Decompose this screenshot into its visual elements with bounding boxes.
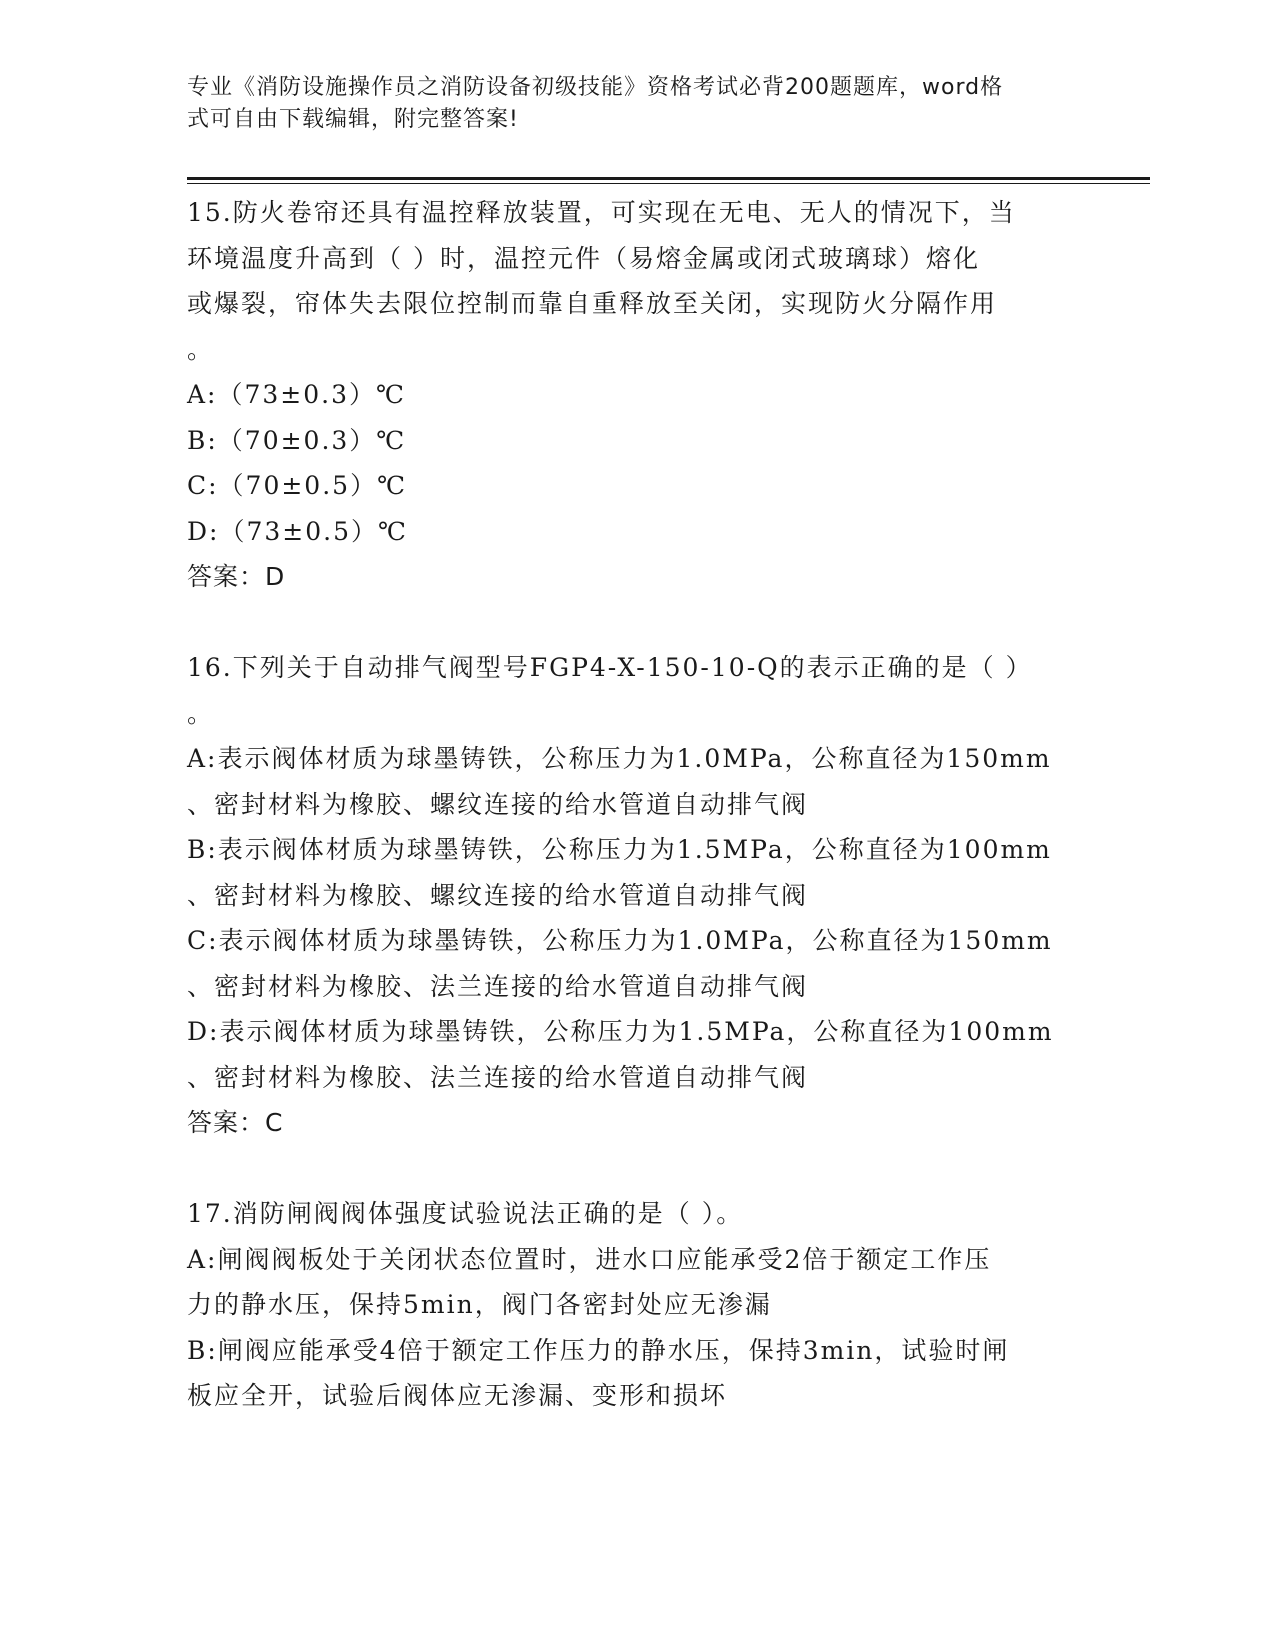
question-spacer bbox=[187, 1146, 1087, 1192]
question-17-option-b-line-2: 板应全开，试验后阀体应无渗漏、变形和损坏 bbox=[187, 1381, 728, 1410]
question-15-text-line-2: 环境温度升高到（ ）时，温控元件（易熔金属或闭式玻璃球）熔化 bbox=[187, 243, 980, 273]
question-16-text-line-2: 。 bbox=[187, 698, 215, 728]
question-16-option-b-line-1: B:表示阀体材质为球墨铸铁，公称压力为1.5MPa，公称直径为100mm bbox=[187, 835, 1052, 864]
header-divider-thin bbox=[187, 183, 1150, 184]
question-15-text-line-4: 。 bbox=[187, 334, 215, 364]
question-16-option-c-line-2: 、密封材料为橡胶、法兰连接的给水管道自动排气阀 bbox=[187, 971, 809, 1001]
question-16-answer: 答案：C bbox=[187, 1108, 284, 1137]
question-16-text-line-1: 16.下列关于自动排气阀型号FGP4-X-150-10-Q的表示正确的是（ ） bbox=[187, 653, 1033, 682]
question-16-option-d-line-2: 、密封材料为橡胶、法兰连接的给水管道自动排气阀 bbox=[187, 1062, 809, 1092]
question-16 bbox=[187, 645, 1087, 1146]
question-15-option-c: C:（70±0.5）℃ bbox=[187, 471, 408, 500]
header-line-1: 专业《消防设施操作员之消防设备初级技能》资格考试必背200题题库，word格 bbox=[187, 75, 1004, 100]
question-17 bbox=[187, 1191, 1087, 1419]
question-16-option-a-line-1: A:表示阀体材质为球墨铸铁，公称压力为1.0MPa，公称直径为150mm bbox=[187, 744, 1052, 773]
question-17-option-a-line-1: A:闸阀阀板处于关闭状态位置时，进水口应能承受2倍于额定工作压 bbox=[187, 1244, 992, 1274]
question-15 bbox=[187, 190, 1087, 600]
question-spacer bbox=[187, 600, 1087, 646]
question-15-option-d: D:（73±0.5）℃ bbox=[187, 516, 408, 546]
question-17-option-a-line-2: 力的静水压，保持5min，阀门各密封处应无渗漏 bbox=[187, 1290, 772, 1319]
document-header bbox=[187, 72, 1087, 136]
question-15-option-b: B:（70±0.3）℃ bbox=[187, 425, 407, 455]
question-16-option-a-line-2: 、密封材料为橡胶、螺纹连接的给水管道自动排气阀 bbox=[187, 789, 809, 819]
question-15-answer: 答案：D bbox=[187, 562, 286, 591]
question-17-text-line-1: 17.消防闸阀阀体强度试验说法正确的是（ ）。 bbox=[187, 1199, 744, 1228]
header-divider-thick bbox=[187, 177, 1150, 180]
question-17-option-b-line-1: B:闸阀应能承受4倍于额定工作压力的静水压，保持3min，试验时闸 bbox=[187, 1335, 1010, 1365]
header-line-2: 式可自由下载编辑，附完整答案! bbox=[187, 107, 519, 132]
question-15-text-line-1: 15.防火卷帘还具有温控释放装置，可实现在无电、无人的情况下，当 bbox=[187, 198, 1016, 227]
question-16-option-d-line-1: D:表示阀体材质为球墨铸铁，公称压力为1.5MPa，公称直径为100mm bbox=[187, 1017, 1054, 1046]
question-15-option-a: A:（73±0.3）℃ bbox=[187, 380, 406, 409]
question-15-text-line-3: 或爆裂，帘体失去限位控制而靠自重释放至关闭，实现防火分隔作用 bbox=[187, 289, 998, 318]
question-list bbox=[187, 190, 1087, 1419]
question-16-option-b-line-2: 、密封材料为橡胶、螺纹连接的给水管道自动排气阀 bbox=[187, 880, 809, 910]
question-16-option-c-line-1: C:表示阀体材质为球墨铸铁，公称压力为1.0MPa，公称直径为150mm bbox=[187, 926, 1053, 955]
